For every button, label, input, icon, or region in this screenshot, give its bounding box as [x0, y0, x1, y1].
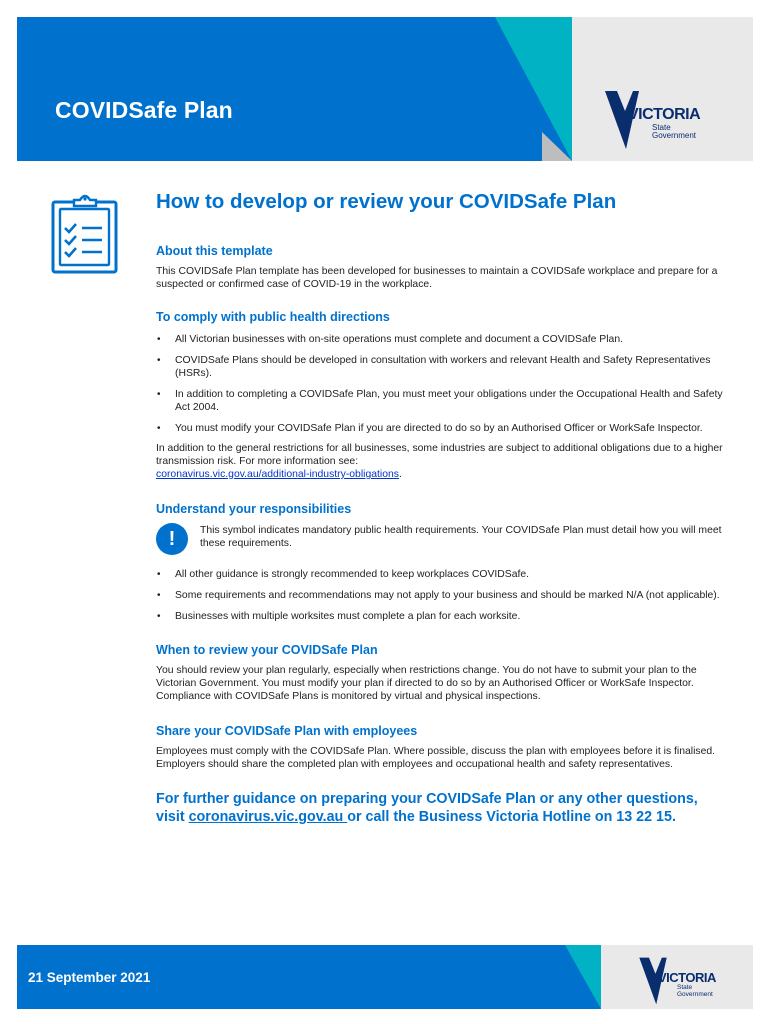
logo-line-government: Government	[677, 991, 713, 998]
mandatory-symbol-text: This symbol indicates mandatory public health requirements. Your COVIDSafe Plan must detail how you will meet these requirements.	[200, 525, 722, 549]
list-item: • All Victorian businesses with on-site operations must complete and document a COVIDSafe Plan.	[156, 333, 726, 346]
footer-banner	[17, 945, 753, 1009]
logo-line-state: State	[652, 123, 671, 132]
about-text: This COVIDSafe Plan template has been developed for businesses to maintain a COVIDSafe workplace and prepare for a suspected or confirmed case of COVID-19 in the workplace.	[156, 266, 718, 290]
responsibilities-list	[156, 568, 726, 623]
victoria-logo	[605, 89, 735, 149]
link-suffix: .	[398, 469, 402, 480]
clipboard-checklist-icon	[50, 192, 120, 276]
list-item: • COVIDSafe Plans should be developed in consultation with workers and relevant Health and Safety Representatives (HSRs).	[156, 354, 726, 380]
guidance-text-after: or call the Business Victoria Hotline on 13 22 15.	[347, 809, 676, 825]
comply-list	[156, 333, 726, 435]
comply-heading: To comply with public health directions	[156, 310, 390, 324]
header-banner	[17, 17, 753, 161]
review-heading: When to review your COVIDSafe Plan	[156, 643, 378, 657]
industry-note-text: In addition to the general restrictions for all businesses, some industries are subject to additional obligations due to a higher transmission risk. For more information see:	[156, 443, 723, 467]
further-guidance	[156, 790, 726, 826]
responsibilities-heading: Understand your responsibilities	[156, 502, 352, 516]
industry-obligations-link[interactable]: coronavirus.vic.gov.au/additional-industry-obligations	[156, 469, 399, 480]
footer-date: 21 September 2021	[28, 970, 151, 985]
industry-note	[156, 442, 726, 481]
page-title: How to develop or review your COVIDSafe Plan	[156, 190, 617, 213]
logo-word: VICTORIA	[628, 106, 701, 123]
review-section	[156, 643, 726, 703]
list-item: • In addition to completing a COVIDSafe Plan, you must meet your obligations under the Occupational Health and Safety Act 2004.	[156, 388, 726, 414]
logo-line-state: State	[677, 984, 693, 991]
exclamation-icon: !	[156, 523, 188, 555]
list-item: • All other guidance is strongly recommended to keep workplaces COVIDSafe.	[156, 568, 726, 581]
about-section	[156, 244, 726, 291]
mandatory-symbol-note	[156, 524, 726, 558]
share-text: Employees must comply with the COVIDSafe Plan. Where possible, discuss the plan with employees before it is finalised. Employers should share the completed plan with employees and occupational health and safety representatives.	[156, 746, 716, 770]
logo-word: VICTORIA	[658, 970, 716, 985]
list-item: • Businesses with multiple worksites must complete a plan for each worksite.	[156, 610, 726, 623]
logo-line-government: Government	[652, 131, 697, 140]
responsibilities-section	[156, 502, 726, 623]
list-item: • You must modify your COVIDSafe Plan if you are directed to do so by an Authorised Officer or WorkSafe Inspector.	[156, 422, 726, 435]
victoria-logo-footer	[639, 956, 749, 1006]
comply-section	[156, 310, 726, 481]
main-content	[156, 190, 726, 826]
share-heading: Share your COVIDSafe Plan with employees	[156, 724, 418, 738]
guidance-text-before: For further guidance on preparing your COVIDSafe Plan or any other questions, visit	[156, 791, 698, 825]
list-item: • Some requirements and recommendations may not apply to your business and should be marked N/A (not applicable).	[156, 589, 726, 602]
about-heading: About this template	[156, 244, 273, 258]
review-text: You should review your plan regularly, especially when restrictions change. You do not have to submit your plan to the Victorian Government. You must modify your plan if directed to do so by an Authorised Officer or WorkSafe Inspector. Compliance with COVIDSafe Plans is monitored by virtual and physical inspections.	[156, 665, 697, 702]
share-section	[156, 724, 726, 771]
header-title: COVIDSafe Plan	[55, 97, 233, 123]
coronavirus-link[interactable]: coronavirus.vic.gov.au	[188, 809, 348, 825]
